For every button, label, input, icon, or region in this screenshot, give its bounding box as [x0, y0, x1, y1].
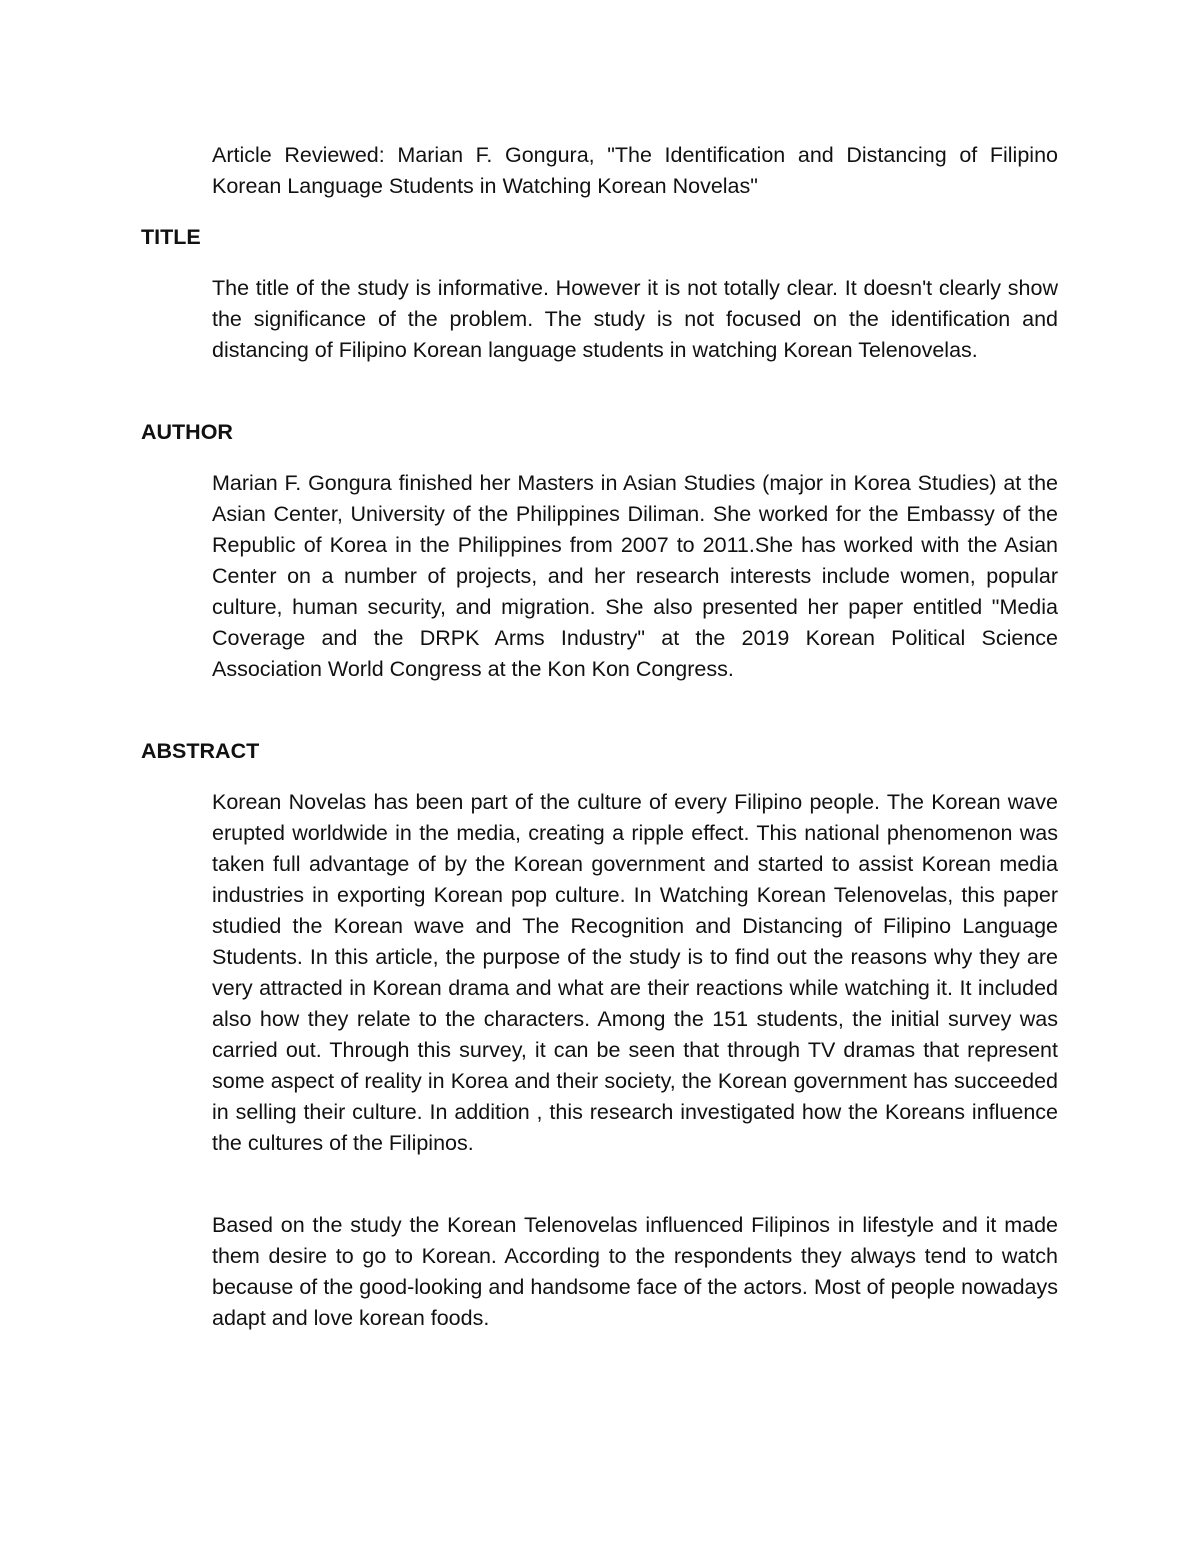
abstract-paragraph-1: Korean Novelas has been part of the culture of every Filipino people. The Korean wave erupted worldwide in the media, creating a ripple effect. This national phenomenon was taken full advantage of by the Korean government and started to assist Korean media industries in exporting Korean pop culture. In Watching Korean Telenovelas, this paper studied the Korean wave and The Recognition and Distancing of Filipino Language Students. In this article, the purpose of the study is to find out the reasons why they are very attracted in Korean drama and what are their reactions while watching it. It included also how they relate to the characters. Among the 151 students, the initial survey was carried out. Through this survey, it can be seen that through TV dramas that represent some aspect of reality in Korea and their society, the Korean government has succeeded in selling their culture. In addition , this research investigated how the Koreans influence the cultures of the Filipinos. — [212, 790, 1058, 1155]
author-heading: AUTHOR — [141, 420, 233, 444]
title-body: The title of the study is informative. However it is not totally clear. It doesn't clearly show the significance of the problem. The study is not focused on the identification and distancing of Filipino Korean language students in watching Korean Telenovelas. — [212, 276, 1058, 362]
author-body: Marian F. Gongura finished her Masters in Asian Studies (major in Korea Studies) at the Asian Center, University of the Philippines Diliman. She worked for the Embassy of the Republic of Korea in the Philippines from 2007 to 2011.She has worked with the Asian Center on a number of projects, and her research interests include women, popular culture, human security, and migration. She also presented her paper entitled "Media Coverage and the DRPK Arms Industry" at the 2019 Korean Political Science Association World Congress at the Kon Kon Congress. — [212, 471, 1058, 681]
title-heading: TITLE — [141, 225, 201, 249]
article-reviewed-line: Article Reviewed: Marian F. Gongura, "The Identification and Distancing of Filipino Korean Language Students in Watching Korean Novelas" — [212, 143, 1058, 198]
abstract-paragraph-2: Based on the study the Korean Telenovelas influenced Filipinos in lifestyle and it made them desire to go to Korean. According to the respondents they always tend to watch because of the good-looking and handsome face of the actors. Most of people nowadays adapt and love korean foods. — [212, 1213, 1058, 1330]
abstract-heading: ABSTRACT — [141, 739, 260, 763]
